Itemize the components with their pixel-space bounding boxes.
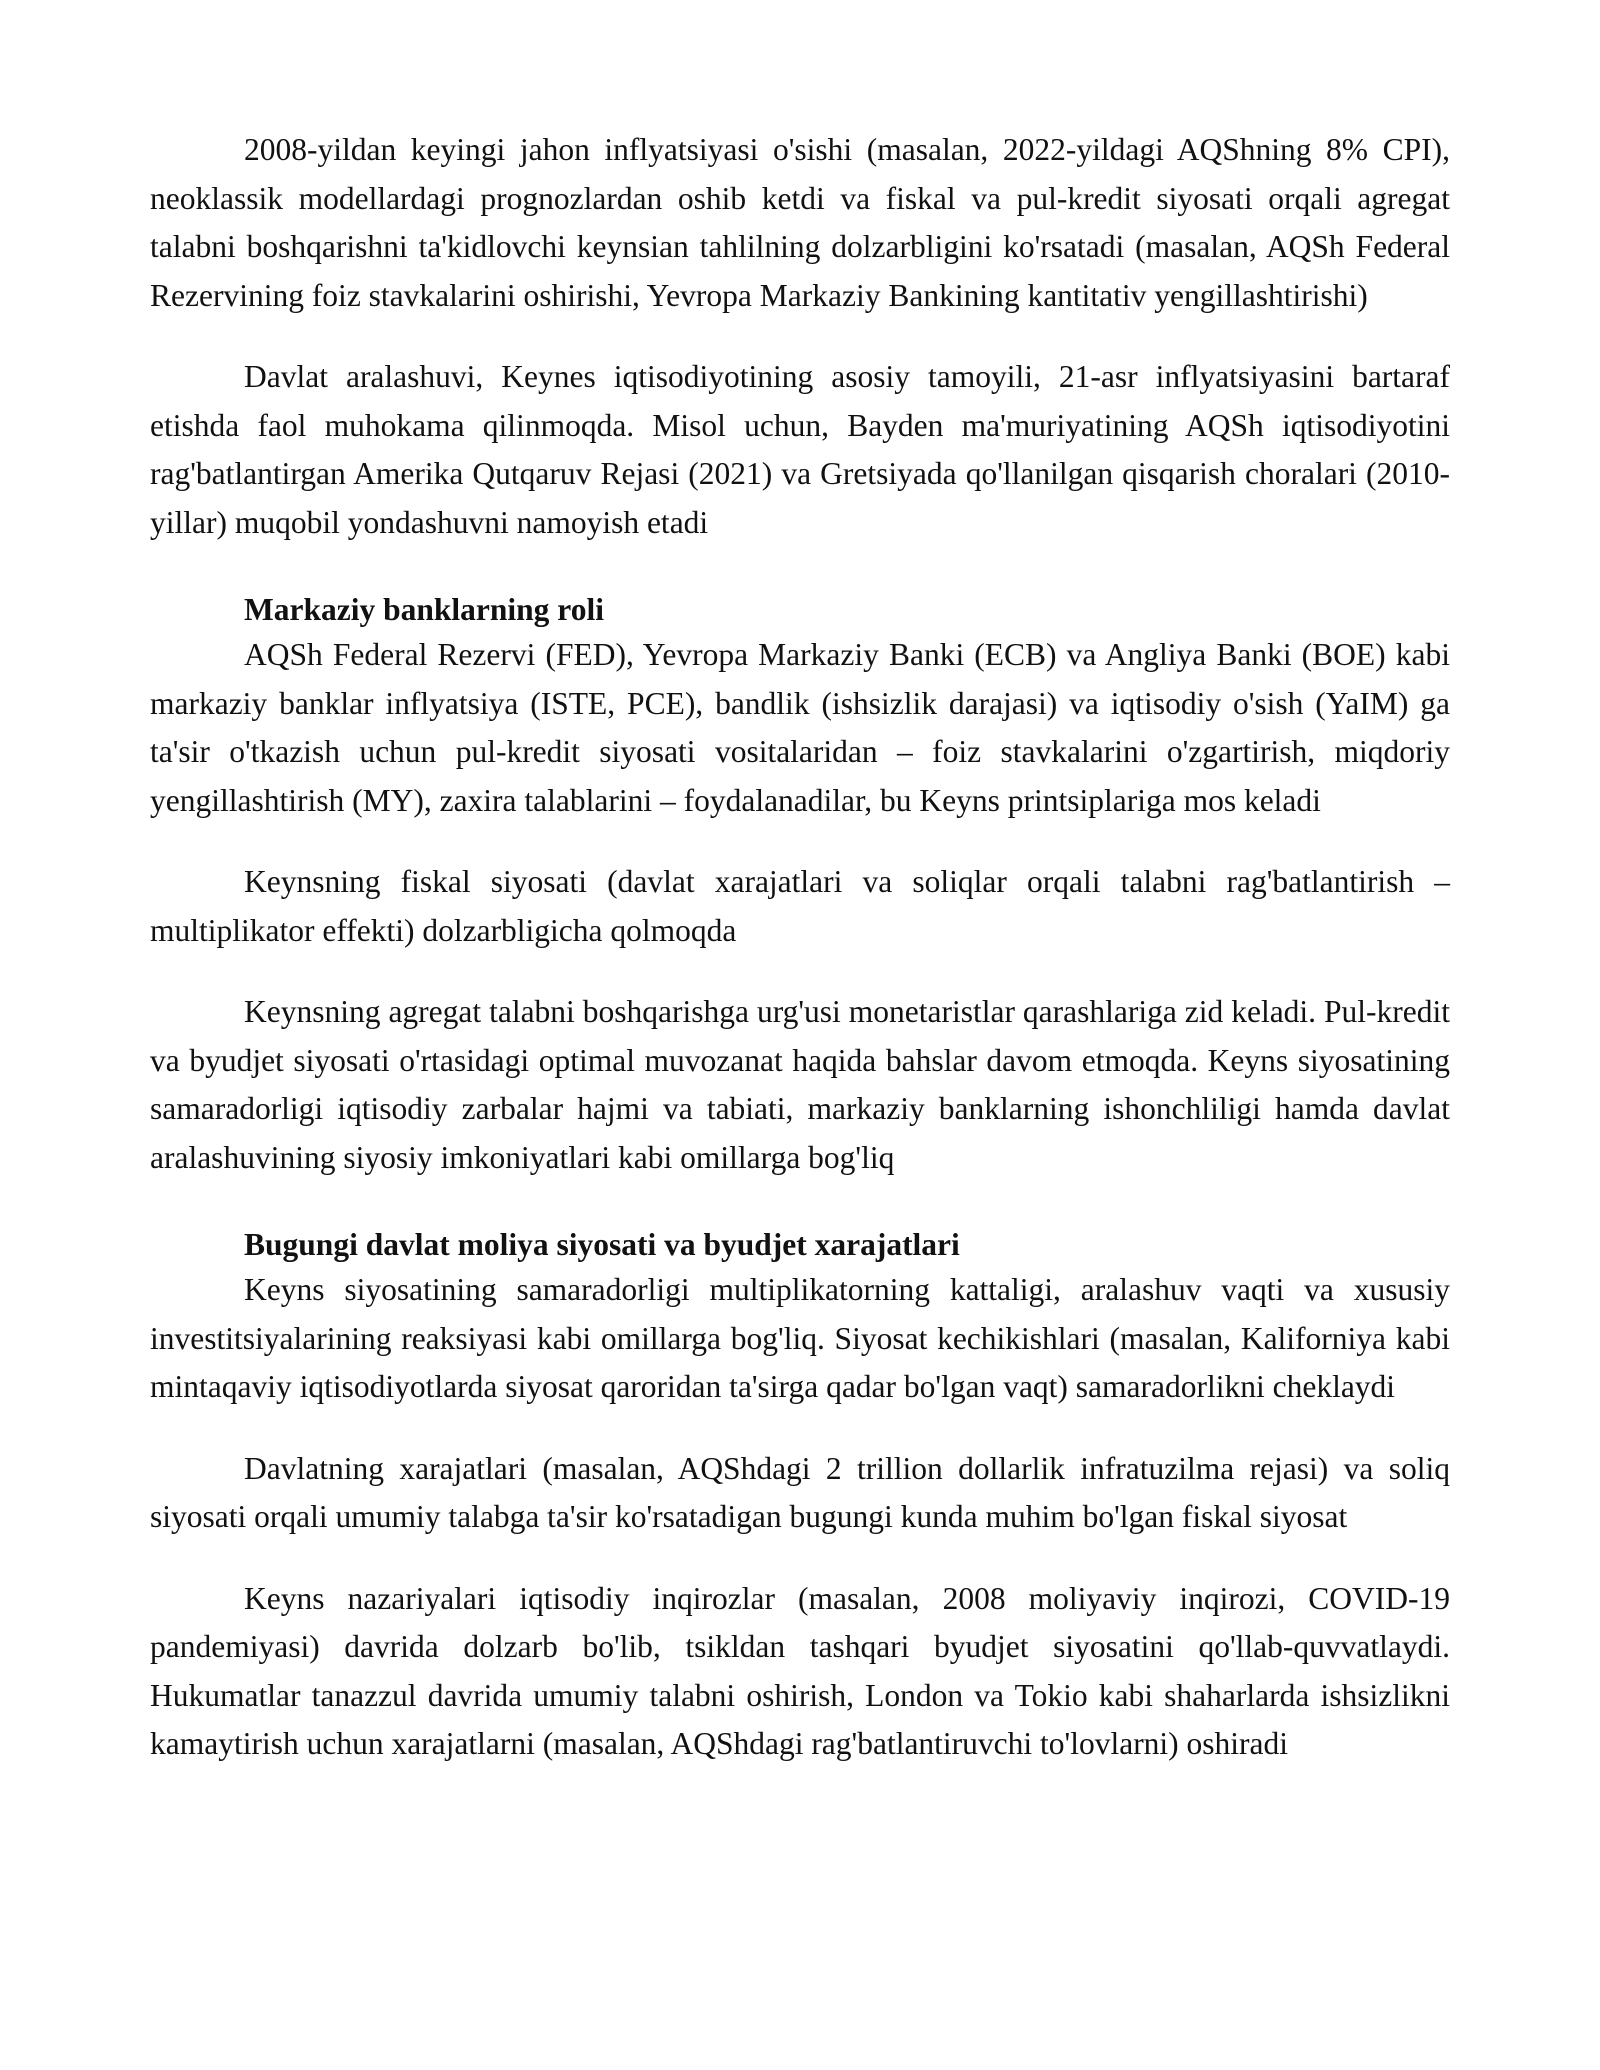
paragraph-aggregate-demand: Keynsning agregat talabni boshqarishga urg'usi monetaristlar qarashlariga zid keladi. Pul-kredit va byudjet siyosati o'rtasidagi optimal muvozanat haqida bahslar davom etmoqda. Keyns siyosatining samaradorligi iqtisodiy zarbalar hajmi va tabiati, markaziy banklarning ishonchliligi hamda davlat aralashuvining siyosiy imkoniyatlari kabi omillarga bog'liq [150,994,1450,1175]
paragraph-inflation-growth: 2008-yildan keyingi jahon inflyatsiyasi o'sishi (masalan, 2022-yildagi AQShning 8% CPI), neoklassik modellardagi prognozlardan oshib ketdi va fiskal va pul-kredit siyosati orqali agregat talabni boshqarishni ta'kidlovchi keynsian tahlilning dolzarbligini ko'rsatadi (masalan, AQSh Federal Rezervining foiz stavkalarini oshirishi, Yevropa Markaziy Bankining kantitativ yengillashtirishi) [150,132,1450,313]
paragraph-central-banks: AQSh Federal Rezervi (FED), Yevropa Markaziy Banki (ECB) va Angliya Banki (BOE) kabi markaziy banklar inflyatsiya (ISTE, PCE), bandlik (ishsizlik darajasi) va iqtisodiy o'sish (YaIM) ga ta'sir o'tkazish uchun pul-kredit siyosati vositalaridan – foiz stavkalarini o'zgartirish, miqdoriy yengillashtirish (MY), zaxira talablarini – foydalanadilar, bu Keyns printsiplariga mos keladi [150,637,1450,818]
heading-central-banks: Markaziy banklarning roli [244,592,604,627]
heading-public-finance: Bugungi davlat moliya siyosati va byudjet xarajatlari [244,1227,960,1262]
paragraph-state-spending: Davlatning xarajatlari (masalan, AQShdagi 2 trillion dollarlik infratuzilma rejasi) va soliq siyosati orqali umumiy talabga ta'sir ko'rsatadigan bugungi kunda muhim bo'lgan fiskal siyosat [150,1450,1450,1534]
paragraph-keynes-effectiveness: Keyns siyosatining samaradorligi multiplikatorning kattaligi, aralashuv vaqti va xususiy investitsiyalarining reaksiyasi kabi omillarga bog'liq. Siyosat kechikishlari (masalan, Kaliforniya kabi mintaqaviy iqtisodiyotlarda siyosat qaroridan ta'sirga qadar bo'lgan vaqt) samaradorlikni cheklaydi [150,1272,1450,1404]
paragraph-crisis-policy: Keyns nazariyalari iqtisodiy inqirozlar (masalan, 2008 moliyaviy inqirozi, COVID-19 pandemiyasi) davrida dolzarb bo'lib, tsikldan tashqari byudjet siyosatini qo'llab-quvvatlaydi. Hukumatlar tanazzul davrida umumiy talabni oshirish, London va Tokio kabi shaharlarda ishsizlikni kamaytirish uchun xarajatlarni (masalan, AQShdagi rag'batlantiruvchi to'lovlarni) oshiradi [150,1580,1450,1761]
paragraph-state-intervention: Davlat aralashuvi, Keynes iqtisodiyotining asosiy tamoyili, 21-asr inflyatsiyasini bartaraf etishda faol muhokama qilinmoqda. Misol uchun, Bayden ma'muriyatining AQSh iqtisodiyotini rag'batlantirgan Amerika Qutqaruv Rejasi (2021) va Gretsiyada qo'llanilgan qisqarish choralari (2010-yillar) muqobil yondashuvni namoyish etadi [150,359,1450,540]
paragraph-fiscal-policy: Keynsning fiskal siyosati (davlat xarajatlari va soliqlar orqali talabni rag'batlantirish – multiplikator effekti) dolzarbligicha qolmoqda [150,864,1450,948]
